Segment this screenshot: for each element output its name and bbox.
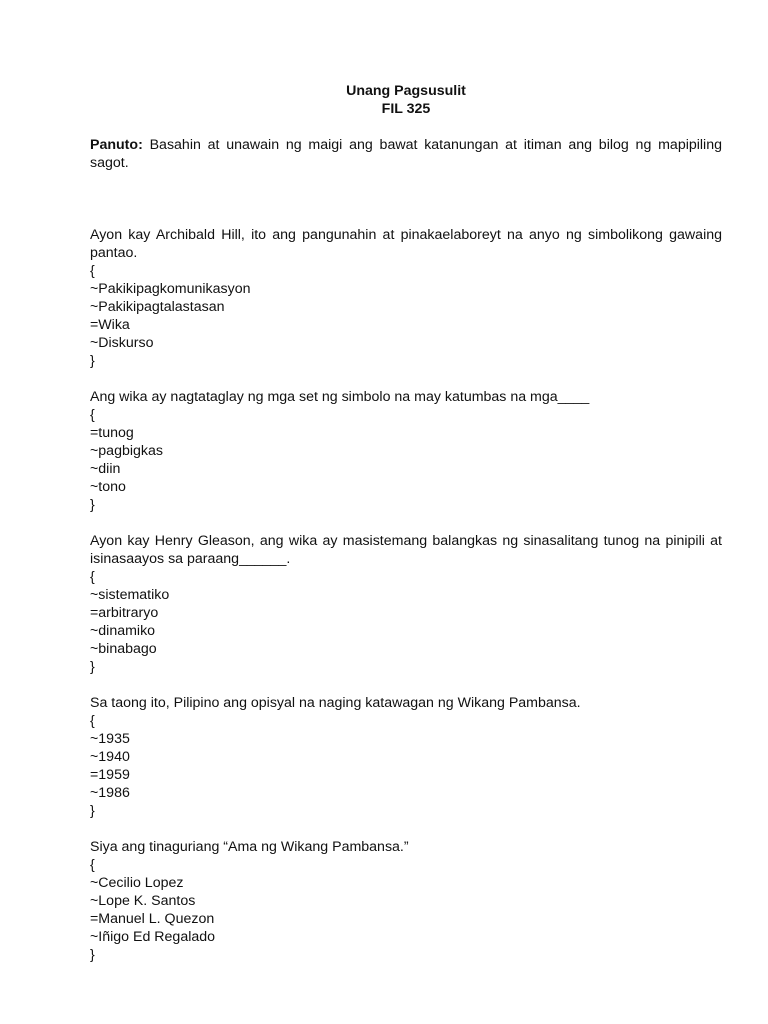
close-brace: } (90, 353, 95, 369)
question-text: Ayon kay Archibald Hill, ito ang pangunahin at pinakaelaboreyt na anyo ng simbolikong gawaing pantao. (90, 227, 722, 261)
question-text: Ayon kay Henry Gleason, ang wika ay masistemang balangkas ng sinasalitang tunog na pinipili at isinasaayos sa paraang______. (90, 533, 722, 567)
answer-choice: ~Cecilio Lopez (90, 875, 184, 891)
instructions (90, 136, 722, 172)
answer-choice: =Manuel L. Quezon (90, 911, 215, 927)
close-brace: } (90, 947, 95, 963)
answer-choice: ~1940 (90, 749, 130, 765)
answer-choice: ~sistematiko (90, 587, 170, 603)
question-list (90, 226, 722, 964)
answer-choice: ~pagbigkas (90, 443, 163, 459)
answer-choice: ~Lope K. Santos (90, 893, 196, 909)
question-block (90, 532, 722, 676)
open-brace: { (90, 857, 95, 873)
answer-choice: ~dinamiko (90, 623, 156, 639)
close-brace: } (90, 803, 95, 819)
answer-choice: =tunog (90, 425, 134, 441)
open-brace: { (90, 407, 95, 423)
close-brace: } (90, 659, 95, 675)
answer-choice: =arbitraryo (90, 605, 159, 621)
document-title: Unang Pagsusulit (346, 83, 466, 99)
answer-choice: ~Pakikipagtalastasan (90, 299, 225, 315)
document-page (90, 82, 722, 982)
question-block (90, 694, 722, 820)
question-text: Siya ang tinaguriang “Ama ng Wikang Pambansa.” (90, 839, 409, 855)
question-text: Ang wika ay nagtataglay ng mga set ng simbolo na may katumbas na mga____ (90, 389, 590, 405)
answer-choice: ~Pakikipagkomunikasyon (90, 281, 251, 297)
answer-choice: ~Iñigo Ed Regalado (90, 929, 216, 945)
answer-choice: ~tono (90, 479, 126, 495)
open-brace: { (90, 713, 95, 729)
answer-choice: ~Diskurso (90, 335, 154, 351)
question-block (90, 388, 722, 514)
question-block (90, 226, 722, 370)
answer-choice: ~binabago (90, 641, 157, 657)
course-code: FIL 325 (381, 101, 431, 117)
answer-choice: ~diin (90, 461, 121, 477)
answer-choice: =Wika (90, 317, 130, 333)
answer-choice: ~1986 (90, 785, 130, 801)
instructions-text: Basahin at unawain ng maigi ang bawat katanungan at itiman ang bilog ng mapipiling sagot. (90, 137, 722, 171)
open-brace: { (90, 263, 95, 279)
answer-choice: ~1935 (90, 731, 130, 747)
question-text: Sa taong ito, Pilipino ang opisyal na naging katawagan ng Wikang Pambansa. (90, 695, 581, 711)
instructions-label: Panuto: (90, 137, 143, 153)
question-block (90, 838, 722, 964)
open-brace: { (90, 569, 95, 585)
answer-choice: =1959 (90, 767, 130, 783)
close-brace: } (90, 497, 95, 513)
